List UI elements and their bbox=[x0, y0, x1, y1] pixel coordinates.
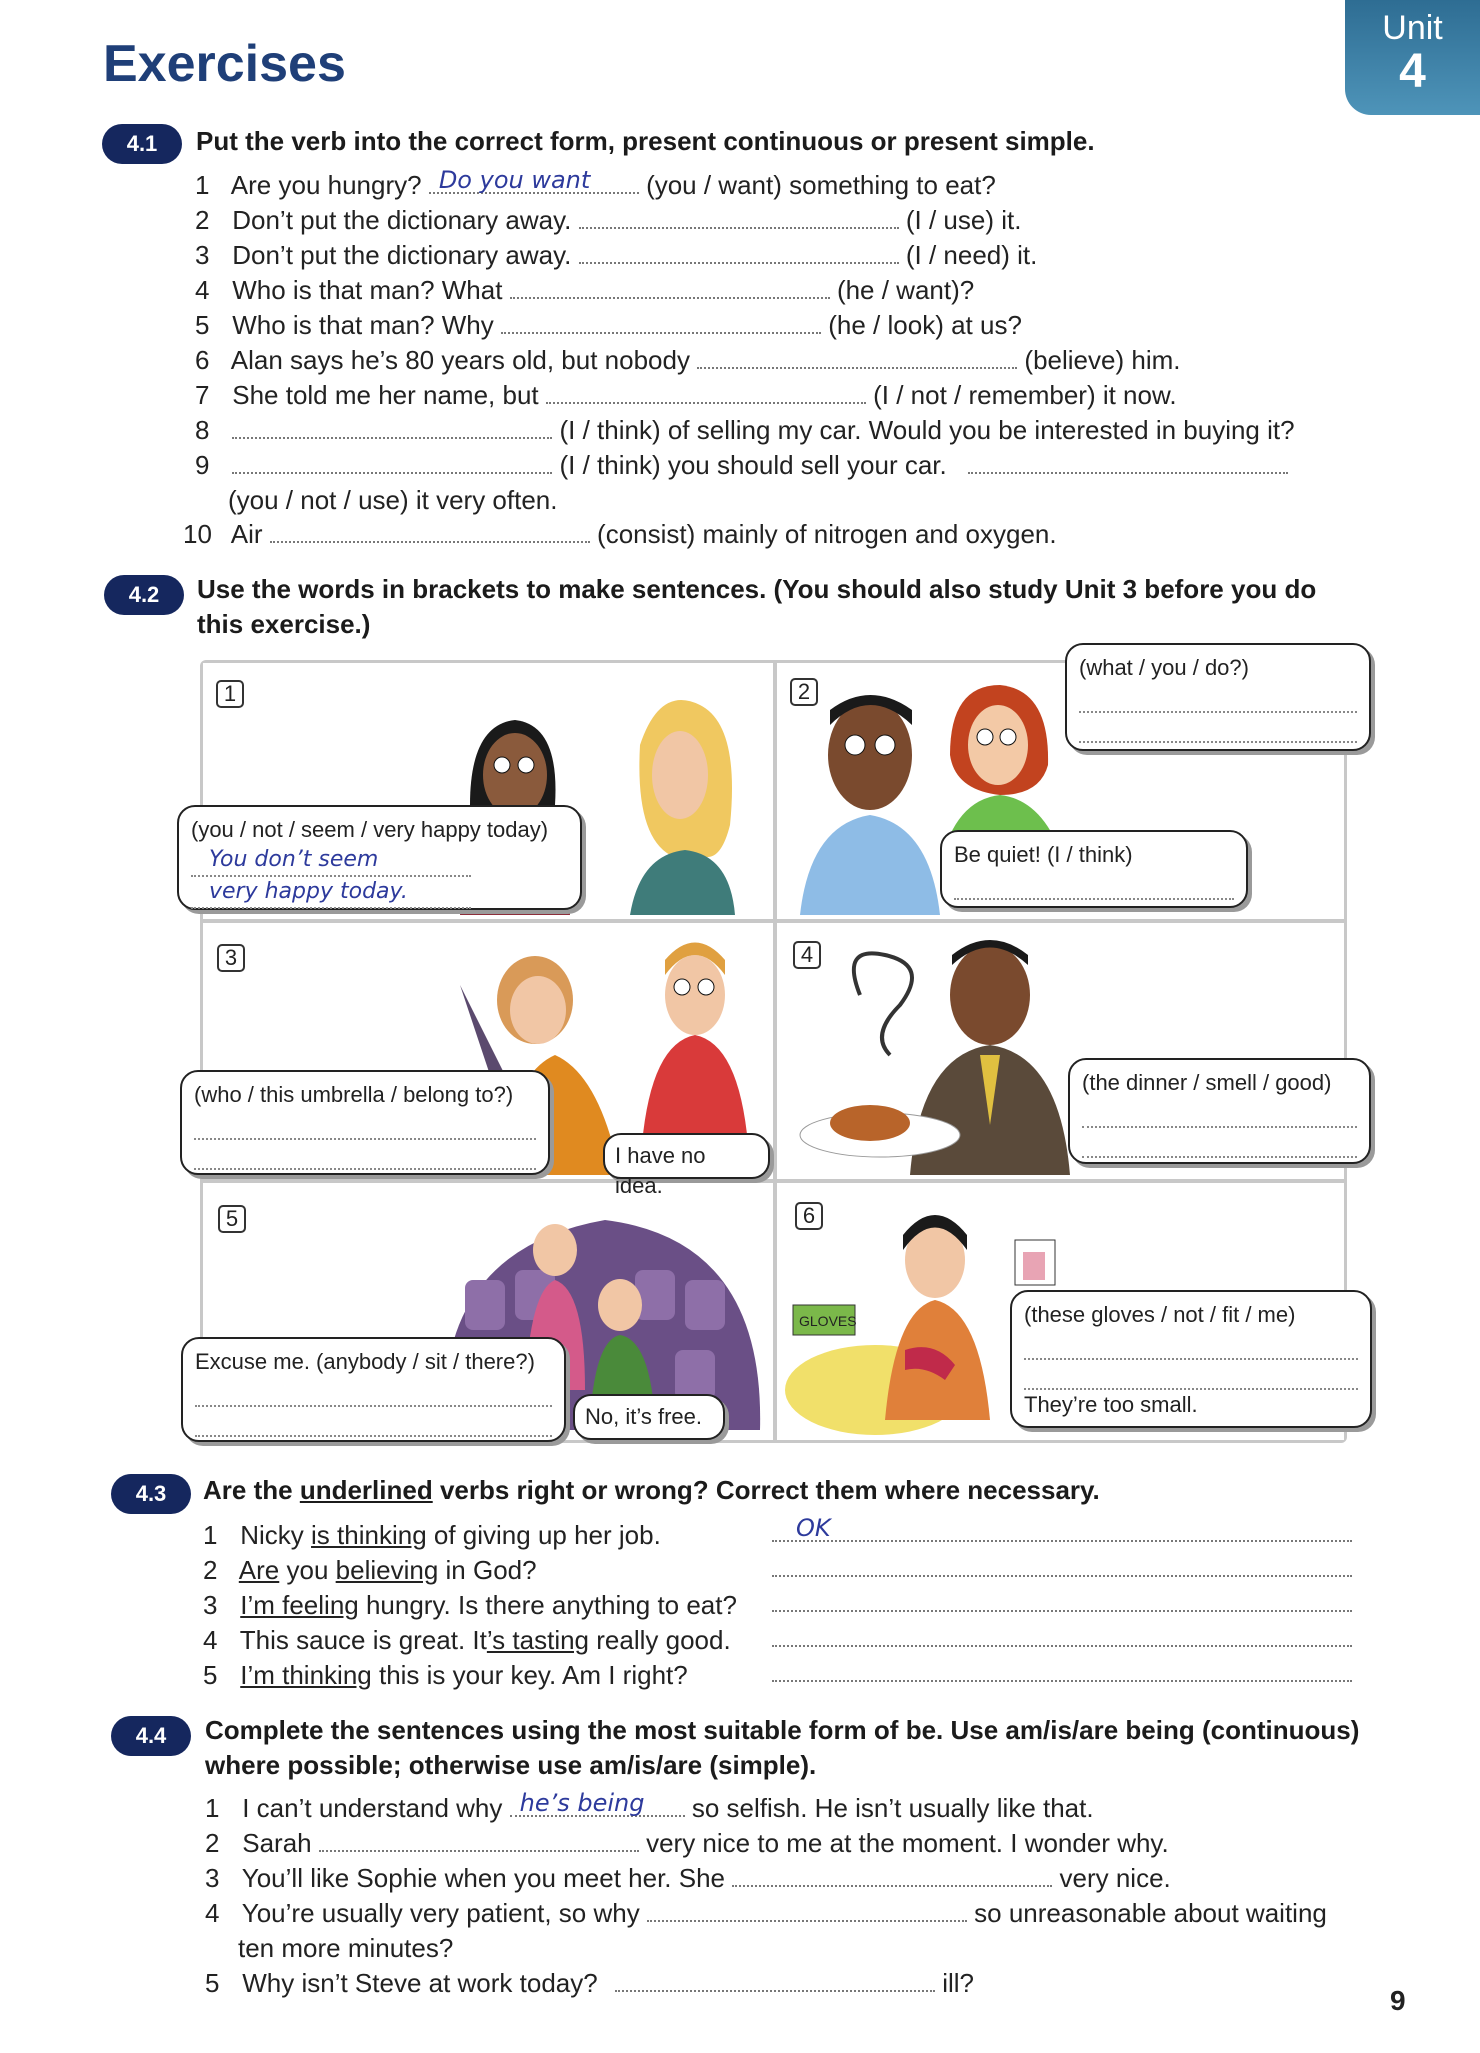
item-text: very nice to me at the moment. I wonder why. bbox=[646, 1828, 1169, 1858]
instruction-underlined: underlined bbox=[299, 1475, 433, 1505]
panel-number: 5 bbox=[218, 1205, 246, 1233]
answer-blank[interactable] bbox=[647, 1898, 967, 1922]
item-number: 9 bbox=[195, 450, 210, 480]
exercise-badge-4-3: 4.3 bbox=[111, 1474, 191, 1514]
page-title: Exercises bbox=[103, 35, 346, 93]
answer-blank[interactable] bbox=[270, 519, 590, 543]
item-text: (I / not / remember) it now. bbox=[873, 380, 1177, 410]
panel-4-illustration bbox=[790, 925, 1110, 1175]
item-text: Air bbox=[230, 519, 263, 549]
instruction-text: verbs right or wrong? Correct them where necessary. bbox=[439, 1475, 1100, 1505]
bubble-prompt-text: (these gloves / not / fit / me) bbox=[1024, 1302, 1296, 1327]
exercise-item bbox=[195, 378, 1177, 412]
speech-bubble-prompt bbox=[1065, 643, 1371, 751]
item-text: so unreasonable about waiting bbox=[974, 1898, 1327, 1928]
item-text: very nice. bbox=[1059, 1863, 1171, 1893]
exercise-item bbox=[195, 273, 974, 307]
item-text: She told me her name, but bbox=[232, 380, 539, 410]
panel-number: 4 bbox=[793, 941, 821, 969]
item-text: Why isn’t Steve at work today? bbox=[242, 1968, 598, 1998]
unit-tab bbox=[1345, 0, 1480, 115]
answer-blank[interactable] bbox=[579, 205, 899, 229]
answer-blank[interactable] bbox=[772, 1623, 1352, 1647]
exercise-badge-4-1: 4.1 bbox=[102, 124, 182, 164]
exercise-item bbox=[203, 1658, 688, 1692]
answer-line[interactable] bbox=[1079, 685, 1357, 713]
answer-blank[interactable] bbox=[501, 310, 821, 334]
answer-blank[interactable] bbox=[772, 1658, 1352, 1682]
underlined-verb: is thinking bbox=[311, 1520, 427, 1550]
exercise-item bbox=[195, 238, 1037, 272]
item-number: 1 bbox=[203, 1520, 218, 1550]
unit-number: 4 bbox=[1399, 45, 1426, 98]
exercise-item bbox=[195, 308, 1022, 342]
item-text: Are you hungry? bbox=[230, 170, 422, 200]
instruction-line: Use the words in brackets to make sentences. (You should also study Unit 3 before you do bbox=[197, 574, 1317, 604]
item-text: (I / need) it. bbox=[905, 240, 1038, 270]
bubble-reply-text: Be quiet! (I / think) bbox=[954, 842, 1133, 867]
bubble-tail-text: They’re too small. bbox=[1024, 1392, 1198, 1417]
bubble-prompt-text: (what / you / do?) bbox=[1079, 655, 1249, 680]
underlined-verb: ’s tasting bbox=[486, 1625, 590, 1655]
item-number: 6 bbox=[195, 345, 210, 375]
item-text: I can’t understand why bbox=[242, 1793, 503, 1823]
item-text: You’ll like Sophie when you meet her. She bbox=[241, 1863, 726, 1893]
item-text: of giving up her job. bbox=[433, 1520, 661, 1550]
speech-bubble-reply: I have no idea. bbox=[603, 1133, 770, 1179]
underlined-verb: I’m feeling bbox=[240, 1590, 359, 1620]
exercise-item bbox=[203, 1553, 537, 1587]
item-number: 4 bbox=[203, 1625, 218, 1655]
item-number: 5 bbox=[205, 1968, 220, 1998]
item-text: You’re usually very patient, so why bbox=[241, 1898, 640, 1928]
item-text: Nicky bbox=[240, 1520, 304, 1550]
panel-number: 2 bbox=[790, 678, 818, 706]
item-text: in God? bbox=[445, 1555, 537, 1585]
exercise-item bbox=[205, 1791, 1094, 1825]
item-text: really good. bbox=[596, 1625, 731, 1655]
item-number: 1 bbox=[205, 1793, 220, 1823]
item-text: (you / want) something to eat? bbox=[646, 170, 996, 200]
exercise-item bbox=[203, 1588, 737, 1622]
speech-bubble-reply bbox=[940, 830, 1248, 908]
item-text: Who is that man? Why bbox=[232, 310, 494, 340]
item-number: 3 bbox=[203, 1590, 218, 1620]
item-text: (believe) him. bbox=[1024, 345, 1181, 375]
exercise-item bbox=[205, 1861, 1171, 1895]
speech-bubble-reply: No, it’s free. bbox=[573, 1394, 725, 1440]
answer-blank[interactable] bbox=[697, 345, 1017, 369]
instruction-keyword: be bbox=[905, 1715, 937, 1745]
item-number: 5 bbox=[195, 310, 210, 340]
answer-line[interactable] bbox=[954, 872, 1234, 900]
exercise-item bbox=[183, 517, 1057, 551]
exercise-item bbox=[195, 343, 1180, 377]
item-number: 10 bbox=[183, 519, 212, 549]
answer-blank[interactable] bbox=[772, 1514, 1352, 1542]
instruction-keyword: am/is/are bbox=[589, 1750, 703, 1780]
item-number: 3 bbox=[205, 1863, 220, 1893]
item-number: 2 bbox=[195, 205, 210, 235]
item-number: 8 bbox=[195, 415, 210, 445]
answer-blank[interactable] bbox=[968, 450, 1288, 474]
answer-blank[interactable] bbox=[615, 1968, 935, 1992]
answer-blank[interactable] bbox=[772, 1553, 1352, 1577]
exercise-item bbox=[195, 168, 996, 202]
item-text: (he / look) at us? bbox=[828, 310, 1022, 340]
underlined-verb: believing bbox=[335, 1555, 439, 1585]
instruction-line: this exercise.) bbox=[197, 609, 371, 639]
gloves-sign-text: GLOVES bbox=[799, 1313, 857, 1329]
item-number: 1 bbox=[195, 170, 210, 200]
item-text: Who is that man? What bbox=[232, 275, 503, 305]
item-number: 2 bbox=[205, 1828, 220, 1858]
handwritten-answer: You don’t seem bbox=[191, 845, 471, 877]
instruction-text: (continuous) bbox=[1201, 1715, 1360, 1745]
speech-bubble-prompt bbox=[1010, 1290, 1372, 1428]
answer-blank[interactable] bbox=[510, 275, 830, 299]
exercise-item bbox=[195, 413, 1295, 447]
instruction-text: Are the bbox=[203, 1475, 293, 1505]
exercise-item bbox=[205, 1896, 1327, 1930]
answer-blank[interactable] bbox=[772, 1588, 1352, 1612]
exercise-item bbox=[205, 1826, 1169, 1860]
exercise-instruction: Put the verb into the correct form, present continuous or present simple. bbox=[196, 126, 1095, 156]
item-text: (I / think) you should sell your car. bbox=[559, 450, 947, 480]
speech-bubble-prompt bbox=[180, 1070, 550, 1175]
handwritten-answer: OK bbox=[796, 1514, 831, 1542]
answer-line[interactable] bbox=[195, 1409, 552, 1437]
item-text: This sauce is great. It bbox=[239, 1625, 487, 1655]
panel-number: 1 bbox=[216, 680, 244, 708]
exercise-item-continuation: (you / not / use) it very often. bbox=[228, 485, 558, 515]
handwritten-answer: Do you want bbox=[438, 166, 591, 194]
item-text: so selfish. He isn’t usually like that. bbox=[691, 1793, 1094, 1823]
exercise-instruction bbox=[197, 572, 1316, 642]
item-text: Alan says he’s 80 years old, but nobody bbox=[230, 345, 690, 375]
exercise-item-continuation: ten more minutes? bbox=[238, 1933, 454, 1963]
answer-blank[interactable] bbox=[732, 1863, 1052, 1887]
item-number: 4 bbox=[205, 1898, 220, 1928]
speech-bubble-prompt bbox=[177, 805, 582, 910]
speech-bubble-prompt bbox=[181, 1337, 566, 1442]
answer-line[interactable] bbox=[1024, 1332, 1358, 1360]
item-text: Don’t put the dictionary away. bbox=[232, 205, 572, 235]
answer-blank[interactable] bbox=[546, 380, 866, 404]
panel-number: 6 bbox=[795, 1202, 823, 1230]
item-text: Don’t put the dictionary away. bbox=[232, 240, 572, 270]
item-text: Sarah bbox=[242, 1828, 312, 1858]
bubble-prompt-text: Excuse me. (anybody / sit / there?) bbox=[195, 1349, 535, 1374]
answer-line[interactable] bbox=[1082, 1130, 1357, 1158]
bubble-prompt-text: (the dinner / smell / good) bbox=[1082, 1070, 1332, 1095]
instruction-keyword: am/is/are being bbox=[1005, 1715, 1195, 1745]
item-text: (he / want)? bbox=[836, 275, 975, 305]
exercise-badge-4-2: 4.2 bbox=[104, 575, 184, 615]
bubble-prompt-text: (who / this umbrella / belong to?) bbox=[194, 1082, 514, 1107]
item-text: (I / think) of selling my car. Would you be interested in buying it? bbox=[559, 415, 1295, 445]
item-text: ill? bbox=[942, 1968, 974, 1998]
answer-blank[interactable] bbox=[579, 240, 899, 264]
item-number: 3 bbox=[195, 240, 210, 270]
answer-blank[interactable] bbox=[232, 450, 552, 474]
instruction-text: . Use bbox=[936, 1715, 999, 1745]
instruction-text: where possible; otherwise use bbox=[205, 1750, 583, 1780]
item-text: this is your key. Am I right? bbox=[378, 1660, 688, 1690]
page-number: 9 bbox=[1390, 1985, 1406, 2016]
answer-line[interactable] bbox=[1024, 1362, 1358, 1390]
exercise-badge-4-4: 4.4 bbox=[111, 1716, 191, 1756]
exercise-item bbox=[203, 1518, 661, 1552]
answer-blank[interactable] bbox=[232, 415, 552, 439]
exercise-instruction bbox=[205, 1713, 1359, 1783]
item-number: 4 bbox=[195, 275, 210, 305]
exercise-item bbox=[205, 1966, 974, 2000]
instruction-text: (simple). bbox=[709, 1750, 817, 1780]
item-number: 5 bbox=[203, 1660, 218, 1690]
bubble-prompt-text: (you / not / seem / very happy today) bbox=[191, 817, 549, 842]
item-text: (I / use) it. bbox=[905, 205, 1022, 235]
answer-line[interactable] bbox=[194, 1142, 536, 1170]
item-text: you bbox=[286, 1555, 329, 1585]
answer-line[interactable] bbox=[195, 1379, 552, 1407]
unit-label: Unit bbox=[1382, 9, 1443, 47]
answer-line[interactable] bbox=[1079, 715, 1357, 743]
answer-line[interactable] bbox=[194, 1112, 536, 1140]
exercise-item bbox=[195, 203, 1021, 237]
underlined-verb: I’m thinking bbox=[240, 1660, 372, 1690]
answer-blank[interactable] bbox=[319, 1828, 639, 1852]
underlined-verb: Are bbox=[238, 1555, 280, 1585]
instruction-text: Complete the sentences using the most suitable form of bbox=[205, 1715, 899, 1745]
item-text: (consist) mainly of nitrogen and oxygen. bbox=[597, 519, 1057, 549]
answer-blank[interactable] bbox=[429, 166, 639, 194]
answer-blank[interactable] bbox=[510, 1789, 685, 1817]
answer-line[interactable] bbox=[1082, 1100, 1357, 1128]
item-number: 2 bbox=[203, 1555, 218, 1585]
item-number: 7 bbox=[195, 380, 210, 410]
panel-number: 3 bbox=[217, 944, 245, 972]
item-text: hungry. Is there anything to eat? bbox=[365, 1590, 737, 1620]
exercise-instruction bbox=[203, 1473, 1100, 1508]
handwritten-answer: he’s being bbox=[519, 1789, 645, 1817]
handwritten-answer: very happy today. bbox=[191, 877, 471, 909]
exercise-item bbox=[203, 1623, 731, 1657]
exercise-item bbox=[195, 448, 1288, 482]
speech-bubble-prompt bbox=[1068, 1058, 1371, 1164]
